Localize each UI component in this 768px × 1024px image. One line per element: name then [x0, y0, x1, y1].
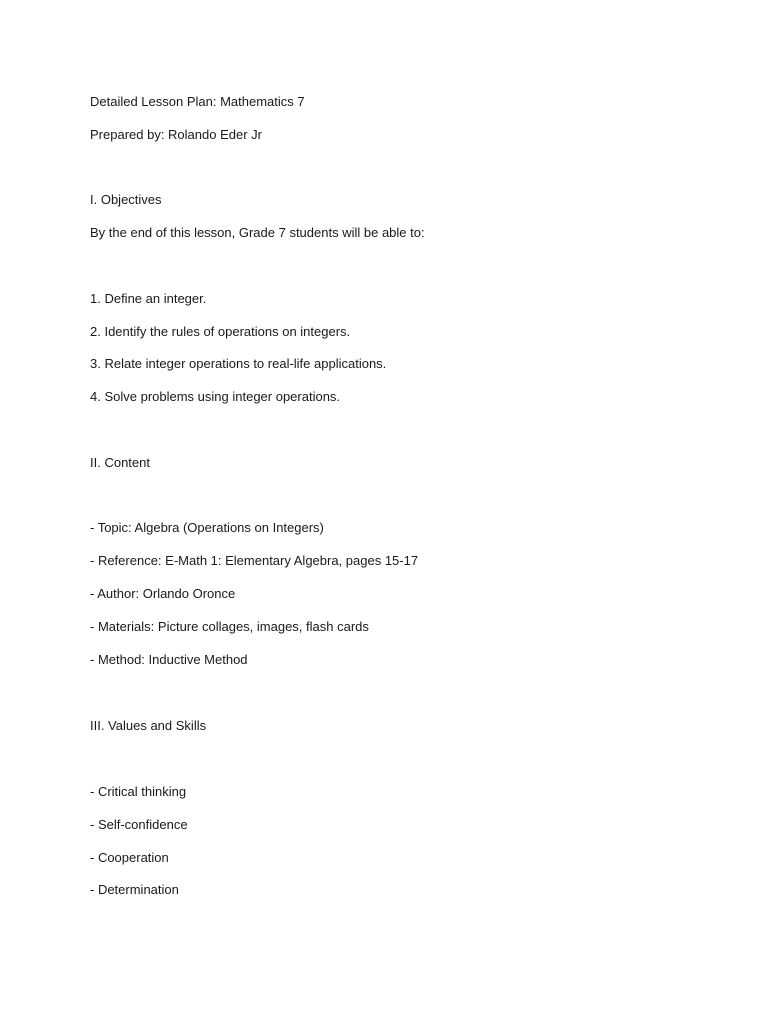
content-item: - Author: Orlando Oronce: [90, 586, 236, 601]
prepared-by: Prepared by: Rolando Eder Jr: [90, 127, 262, 142]
values-skills-item: - Self-confidence: [90, 817, 188, 832]
objectives-intro: By the end of this lesson, Grade 7 students will be able to:: [90, 225, 425, 240]
objective-item: 3. Relate integer operations to real-life applications.: [90, 356, 387, 371]
content-item: - Method: Inductive Method: [90, 652, 248, 667]
objective-item: 2. Identify the rules of operations on integers.: [90, 324, 351, 339]
objective-item: 4. Solve problems using integer operations.: [90, 389, 341, 404]
content-heading: II. Content: [90, 455, 150, 470]
objectives-heading: I. Objectives: [90, 192, 162, 207]
content-item: - Topic: Algebra (Operations on Integers): [90, 520, 324, 535]
values-skills-heading: III. Values and Skills: [90, 718, 207, 733]
content-item: - Materials: Picture collages, images, flash cards: [90, 619, 369, 634]
objective-item: 1. Define an integer.: [90, 291, 207, 306]
document-title: Detailed Lesson Plan: Mathematics 7: [90, 94, 305, 109]
values-skills-item: - Determination: [90, 882, 179, 897]
values-skills-item: - Critical thinking: [90, 784, 187, 799]
values-skills-item: - Cooperation: [90, 850, 169, 865]
content-item: - Reference: E-Math 1: Elementary Algebra, pages 15-17: [90, 553, 419, 568]
